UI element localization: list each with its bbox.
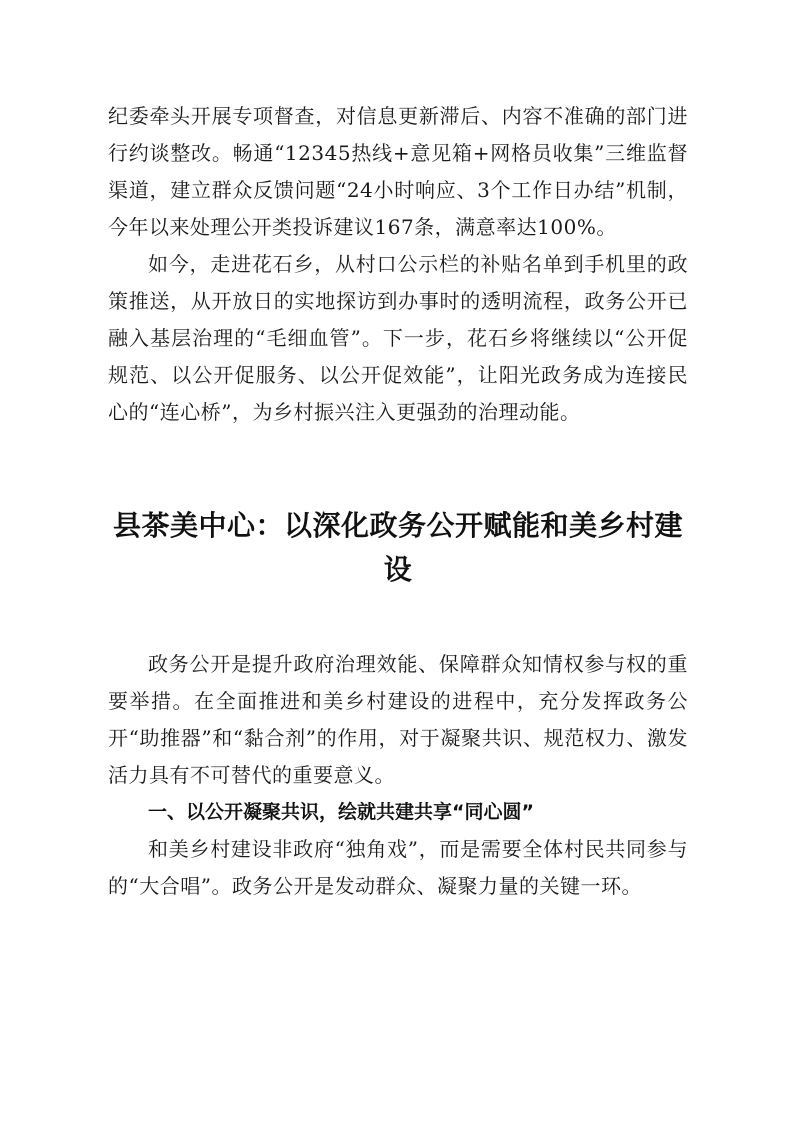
body-paragraph: 和美乡村建设非政府“独角戏”，而是需要全体村民共同参与的“大合唱”。政务公开是发动群众、凝聚力量的关键一环。 bbox=[108, 837, 688, 898]
section-heading: 一、以公开凝聚共识，绘就共建共享“同心圆” bbox=[148, 801, 534, 823]
article-title: 县茶美中心：以深化政务公开赋能和美乡村建设 bbox=[112, 509, 683, 586]
body-paragraph: 政务公开是提升政府治理效能、保障群众知情权参与权的重要举措。在全面推进和美乡村建设的进程中，充分发挥政务公开“助推器”和“黏合剂”的作用，对于凝聚共识、规范权力、激发活力具有不可替代的重要意义。 bbox=[108, 652, 688, 787]
body-paragraph: 如今，走进花石乡，从村口公示栏的补贴名单到手机里的政策推送，从开放日的实地探访到办事时的透明流程，政务公开已融入基层治理的“毛细血管”。下一步，花石乡将继续以“公开促规范、以公开促服务、以公开促效能”，让阳光政务成为连接民心的“连心桥”，为乡村振兴注入更强劲的治理动能。 bbox=[108, 252, 688, 424]
body-paragraph: 纪委牵头开展专项督查，对信息更新滞后、内容不准确的部门进行约谈整改。畅通“12345热线+意见箱+网格员收集”三维监督渠道，建立群众反馈问题“24小时响应、3个工作日办结”机制，今年以来处理公开类投诉建议167条，满意率达100%。 bbox=[108, 104, 688, 239]
document-page bbox=[108, 98, 688, 905]
